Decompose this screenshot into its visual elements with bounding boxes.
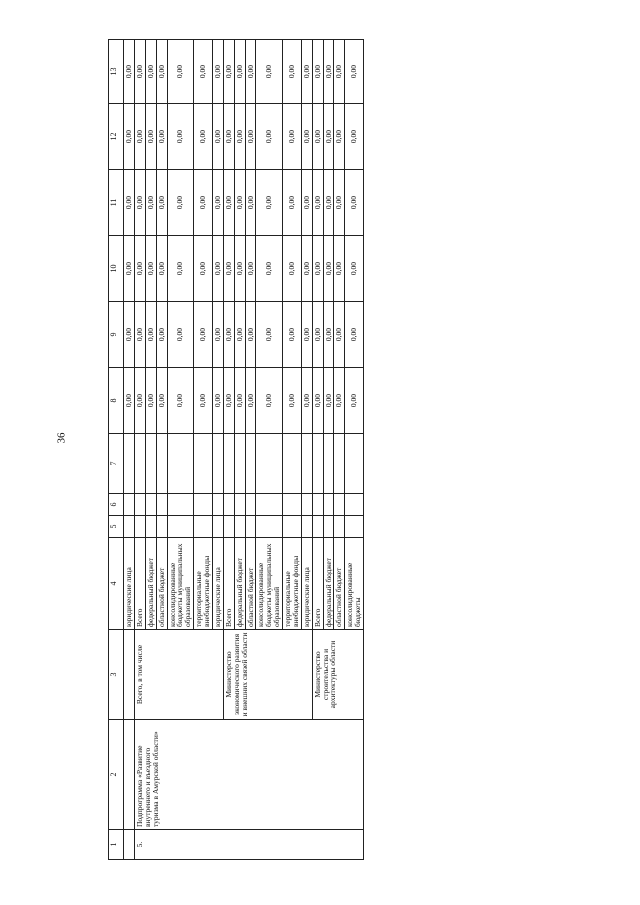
- cell-empty: [301, 516, 312, 538]
- cell-value: 0,00: [223, 40, 234, 104]
- column-number-12: 12: [109, 104, 124, 170]
- cell-empty: [134, 434, 145, 494]
- cell-value: 0,00: [323, 104, 334, 170]
- cell-value: 0,00: [212, 104, 223, 170]
- cell-value: 0,00: [194, 40, 213, 104]
- cell-value: 0,00: [194, 104, 213, 170]
- column-number-4: 4: [109, 538, 124, 630]
- cell-value: 0,00: [334, 40, 345, 104]
- cell-value: 0,00: [301, 302, 312, 368]
- cell-empty: [323, 434, 334, 494]
- cell-executor: Министерство строительства и архитектуры области: [312, 630, 363, 720]
- cell-source: областной бюджет: [334, 538, 345, 630]
- cell-value: 0,00: [194, 170, 213, 236]
- cell-value: 0,00: [345, 302, 364, 368]
- cell-empty: [124, 434, 135, 494]
- cell-empty: [212, 434, 223, 494]
- cell-empty: [334, 516, 345, 538]
- cell-value: 0,00: [145, 236, 156, 302]
- cell-program: [124, 720, 135, 830]
- cell-source: юридические лица: [212, 538, 223, 630]
- cell-value: 0,00: [156, 170, 167, 236]
- cell-value: 0,00: [145, 368, 156, 434]
- cell-empty: [245, 434, 256, 494]
- cell-value: 0,00: [167, 302, 194, 368]
- cell-value: 0,00: [212, 170, 223, 236]
- cell-value: 0,00: [156, 40, 167, 104]
- cell-empty: [167, 494, 194, 516]
- cell-empty: [312, 494, 323, 516]
- cell-value: 0,00: [245, 302, 256, 368]
- column-number-1: 1: [109, 830, 124, 860]
- cell-value: 0,00: [256, 368, 283, 434]
- cell-value: 0,00: [223, 170, 234, 236]
- cell-value: 0,00: [283, 302, 302, 368]
- cell-value: 0,00: [124, 104, 135, 170]
- cell-value: 0,00: [234, 104, 245, 170]
- cell-empty: [334, 434, 345, 494]
- cell-value: 0,00: [245, 368, 256, 434]
- cell-empty: [134, 516, 145, 538]
- cell-empty: [156, 434, 167, 494]
- cell-value: 0,00: [301, 368, 312, 434]
- cell-value: 0,00: [167, 104, 194, 170]
- cell-value: 0,00: [145, 104, 156, 170]
- cell-empty: [194, 494, 213, 516]
- cell-empty: [345, 494, 364, 516]
- cell-value: 0,00: [145, 40, 156, 104]
- cell-value: 0,00: [301, 40, 312, 104]
- cell-value: 0,00: [334, 104, 345, 170]
- cell-value: 0,00: [283, 368, 302, 434]
- rotated-table-container: [108, 40, 578, 860]
- cell-empty: [145, 434, 156, 494]
- cell-value: 0,00: [301, 104, 312, 170]
- cell-value: 0,00: [334, 302, 345, 368]
- cell-value: 0,00: [167, 40, 194, 104]
- cell-empty: [256, 434, 283, 494]
- cell-value: 0,00: [223, 236, 234, 302]
- cell-empty: [234, 516, 245, 538]
- cell-value: 0,00: [283, 236, 302, 302]
- cell-value: 0,00: [245, 40, 256, 104]
- cell-value: 0,00: [283, 170, 302, 236]
- cell-value: 0,00: [334, 236, 345, 302]
- cell-value: 0,00: [212, 368, 223, 434]
- header-row: [109, 40, 124, 860]
- cell-value: 0,00: [301, 170, 312, 236]
- cell-source: консолидированные бюджеты муниципальных образований: [256, 538, 283, 630]
- cell-source: консолидированные бюджеты муниципальных образований: [167, 538, 194, 630]
- cell-value: 0,00: [134, 368, 145, 434]
- cell-empty: [223, 494, 234, 516]
- cell-value: 0,00: [124, 236, 135, 302]
- cell-value: 0,00: [124, 170, 135, 236]
- cell-number: [124, 830, 135, 860]
- cell-value: 0,00: [212, 40, 223, 104]
- cell-value: 0,00: [312, 302, 323, 368]
- cell-value: 0,00: [323, 40, 334, 104]
- cell-empty: [245, 494, 256, 516]
- cell-empty: [156, 516, 167, 538]
- column-number-3: 3: [109, 630, 124, 720]
- cell-value: 0,00: [145, 302, 156, 368]
- cell-empty: [167, 434, 194, 494]
- cell-number: 5.: [134, 830, 363, 860]
- cell-value: 0,00: [223, 104, 234, 170]
- cell-source: федеральный бюджет: [145, 538, 156, 630]
- cell-empty: [345, 516, 364, 538]
- cell-source: Всего: [134, 538, 145, 630]
- cell-value: 0,00: [194, 368, 213, 434]
- cell-empty: [245, 516, 256, 538]
- cell-value: 0,00: [283, 104, 302, 170]
- cell-source: Всего: [312, 538, 323, 630]
- cell-empty: [283, 516, 302, 538]
- cell-source: юридические лица: [301, 538, 312, 630]
- cell-source: территориальные внебюджетные фонды: [194, 538, 213, 630]
- cell-value: 0,00: [234, 170, 245, 236]
- cell-source: Всего: [223, 538, 234, 630]
- cell-empty: [234, 494, 245, 516]
- cell-source: юридические лица: [124, 538, 135, 630]
- cell-empty: [212, 494, 223, 516]
- cell-value: 0,00: [194, 302, 213, 368]
- cell-value: 0,00: [156, 368, 167, 434]
- column-number-11: 11: [109, 170, 124, 236]
- cell-value: 0,00: [234, 302, 245, 368]
- cell-empty: [301, 494, 312, 516]
- column-number-10: 10: [109, 236, 124, 302]
- cell-value: 0,00: [167, 236, 194, 302]
- cell-value: 0,00: [312, 236, 323, 302]
- cell-empty: [124, 516, 135, 538]
- column-number-7: 7: [109, 434, 124, 494]
- cell-empty: [283, 494, 302, 516]
- cell-value: 0,00: [124, 40, 135, 104]
- cell-empty: [223, 434, 234, 494]
- cell-value: 0,00: [256, 236, 283, 302]
- cell-value: 0,00: [134, 170, 145, 236]
- cell-value: 0,00: [312, 368, 323, 434]
- cell-value: 0,00: [223, 302, 234, 368]
- cell-empty: [312, 434, 323, 494]
- cell-program: Подпрограмма «Развитие внутреннего и въездного туризма в Амурской области»: [134, 720, 363, 830]
- cell-empty: [301, 434, 312, 494]
- column-number-8: 8: [109, 368, 124, 434]
- cell-value: 0,00: [323, 302, 334, 368]
- cell-value: 0,00: [323, 368, 334, 434]
- cell-value: 0,00: [234, 40, 245, 104]
- cell-value: 0,00: [223, 368, 234, 434]
- cell-value: 0,00: [312, 170, 323, 236]
- cell-source: территориальные внебюджетные фонды: [283, 538, 302, 630]
- cell-value: 0,00: [345, 170, 364, 236]
- cell-empty: [223, 516, 234, 538]
- cell-empty: [212, 516, 223, 538]
- cell-value: 0,00: [256, 104, 283, 170]
- cell-value: 0,00: [323, 170, 334, 236]
- cell-value: 0,00: [156, 104, 167, 170]
- cell-value: 0,00: [134, 104, 145, 170]
- cell-empty: [323, 494, 334, 516]
- cell-value: 0,00: [134, 236, 145, 302]
- cell-value: 0,00: [234, 368, 245, 434]
- table-row: [134, 40, 145, 860]
- cell-empty: [334, 494, 345, 516]
- cell-empty: [156, 494, 167, 516]
- cell-value: 0,00: [156, 236, 167, 302]
- cell-value: 0,00: [124, 302, 135, 368]
- cell-value: 0,00: [134, 302, 145, 368]
- cell-empty: [145, 516, 156, 538]
- cell-empty: [234, 434, 245, 494]
- cell-executor: Всего, в том числе: [134, 630, 223, 720]
- cell-executor: Министерство экономического развития и внешних связей области: [223, 630, 312, 720]
- cell-value: 0,00: [345, 236, 364, 302]
- cell-empty: [283, 434, 302, 494]
- cell-value: 0,00: [256, 170, 283, 236]
- cell-value: 0,00: [212, 302, 223, 368]
- cell-source: областной бюджет: [245, 538, 256, 630]
- cell-value: 0,00: [256, 40, 283, 104]
- column-number-2: 2: [109, 720, 124, 830]
- cell-empty: [345, 434, 364, 494]
- cell-value: 0,00: [212, 236, 223, 302]
- cell-value: 0,00: [245, 170, 256, 236]
- column-number-5: 5: [109, 516, 124, 538]
- cell-executor: [124, 630, 135, 720]
- cell-value: 0,00: [345, 40, 364, 104]
- cell-source: консолидированные бюджеты: [345, 538, 364, 630]
- cell-source: областной бюджет: [156, 538, 167, 630]
- cell-value: 0,00: [312, 104, 323, 170]
- cell-empty: [167, 516, 194, 538]
- cell-value: 0,00: [283, 40, 302, 104]
- page-number: 36: [55, 432, 68, 444]
- cell-value: 0,00: [334, 368, 345, 434]
- column-number-13: 13: [109, 40, 124, 104]
- column-number-9: 9: [109, 302, 124, 368]
- cell-value: 0,00: [312, 40, 323, 104]
- cell-value: 0,00: [345, 368, 364, 434]
- cell-empty: [194, 516, 213, 538]
- cell-value: 0,00: [245, 236, 256, 302]
- cell-empty: [124, 494, 135, 516]
- cell-value: 0,00: [323, 236, 334, 302]
- cell-source: федеральный бюджет: [234, 538, 245, 630]
- cell-value: 0,00: [145, 170, 156, 236]
- cell-value: 0,00: [167, 368, 194, 434]
- cell-value: 0,00: [345, 104, 364, 170]
- cell-source: федеральный бюджет: [323, 538, 334, 630]
- cell-empty: [256, 516, 283, 538]
- cell-empty: [145, 494, 156, 516]
- cell-empty: [312, 516, 323, 538]
- cell-value: 0,00: [234, 236, 245, 302]
- cell-value: 0,00: [194, 236, 213, 302]
- cell-value: 0,00: [245, 104, 256, 170]
- cell-empty: [134, 494, 145, 516]
- cell-empty: [194, 434, 213, 494]
- cell-value: 0,00: [134, 40, 145, 104]
- cell-value: 0,00: [167, 170, 194, 236]
- cell-value: 0,00: [156, 302, 167, 368]
- budget-table: [108, 39, 364, 860]
- cell-empty: [323, 516, 334, 538]
- cell-value: 0,00: [334, 170, 345, 236]
- cell-value: 0,00: [124, 368, 135, 434]
- table-row: [124, 40, 135, 860]
- column-number-6: 6: [109, 494, 124, 516]
- cell-empty: [256, 494, 283, 516]
- cell-value: 0,00: [256, 302, 283, 368]
- cell-value: 0,00: [301, 236, 312, 302]
